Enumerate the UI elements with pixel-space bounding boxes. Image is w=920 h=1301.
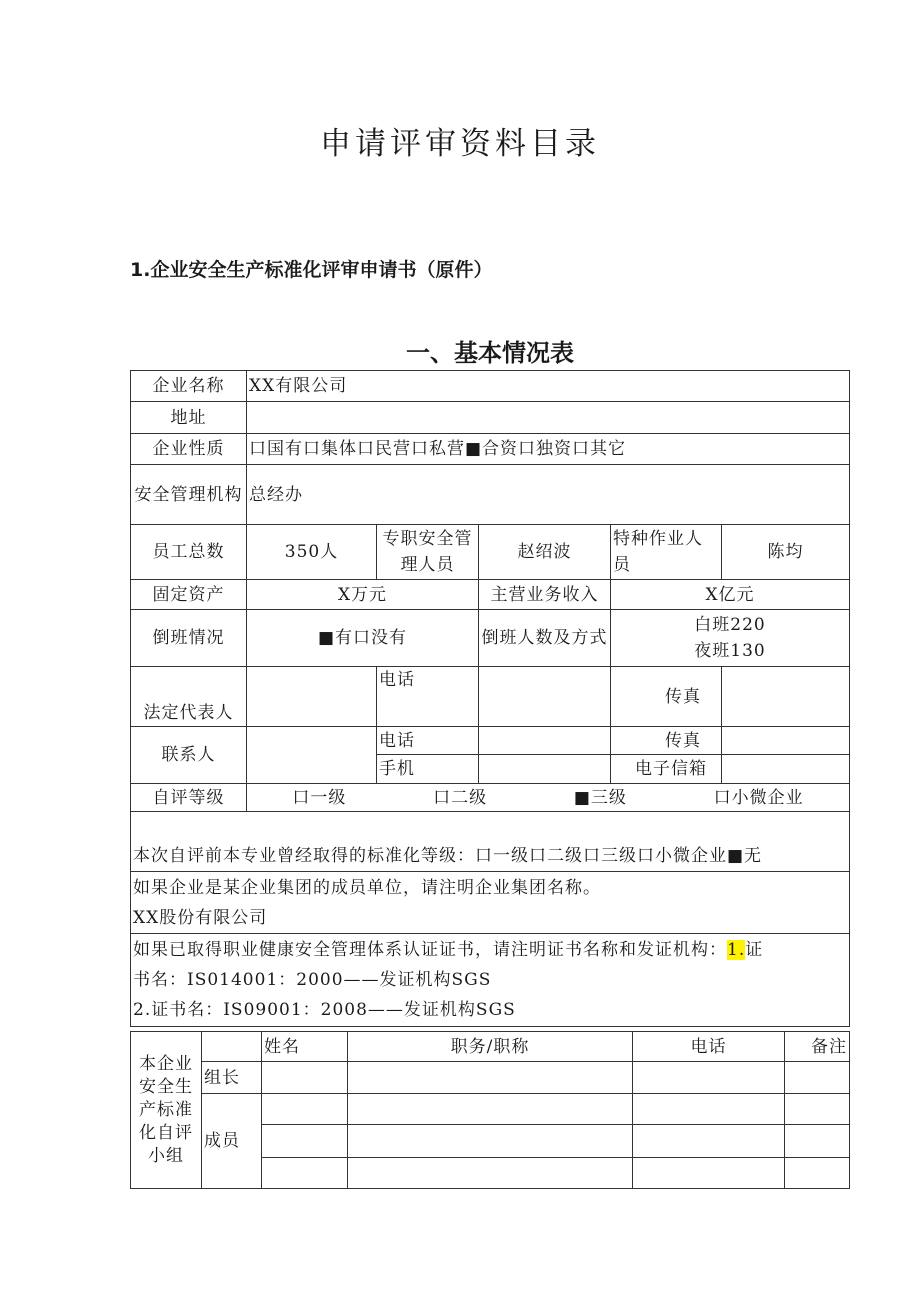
grade-option-1[interactable]: 口一级 bbox=[292, 787, 347, 808]
cert-question-label: 如果已取得职业健康安全管理体系认证证书，请注明证书名称和发证机构： bbox=[133, 940, 727, 960]
section-heading: 1.企业安全生产标准化评审申请书（原件） bbox=[130, 259, 493, 281]
nature-options[interactable]: 口国有口集体口民营口私营■合资口独资口其它 bbox=[247, 434, 850, 465]
grade-options[interactable] bbox=[247, 784, 850, 812]
safety-org-value[interactable]: 总经办 bbox=[247, 465, 850, 525]
grade-option-2[interactable]: 口二级 bbox=[433, 787, 488, 808]
employees-value[interactable]: 350人 bbox=[247, 525, 377, 580]
mobile-value[interactable] bbox=[479, 755, 611, 784]
row-company-name bbox=[131, 371, 850, 402]
shift-people-label: 倒班人数及方式 bbox=[479, 610, 611, 667]
member-title-cell[interactable] bbox=[348, 1125, 633, 1158]
legal-rep-value[interactable] bbox=[247, 667, 377, 727]
cert-cell bbox=[131, 934, 850, 1027]
member-phone-cell[interactable] bbox=[633, 1125, 785, 1158]
row-finance bbox=[131, 580, 850, 610]
member-note-cell[interactable] bbox=[785, 1158, 850, 1189]
row-cert bbox=[131, 934, 850, 1027]
col-name-header: 姓名 bbox=[262, 1032, 348, 1062]
row-group bbox=[131, 872, 850, 934]
leader-title-cell[interactable] bbox=[348, 1062, 633, 1094]
cert-highlight: 1. bbox=[727, 940, 746, 960]
col-title-header: 职务/职称 bbox=[348, 1032, 633, 1062]
page-title: 申请评审资料目录 bbox=[320, 126, 600, 162]
cert-question-text bbox=[133, 935, 847, 965]
member-title-cell[interactable] bbox=[348, 1158, 633, 1189]
row-legal-rep bbox=[131, 667, 850, 727]
company-name-label: 企业名称 bbox=[131, 371, 247, 402]
row-contact-1 bbox=[131, 727, 850, 755]
legal-rep-label: 法定代表人 bbox=[131, 667, 247, 727]
col-note-header: 备注 bbox=[785, 1032, 850, 1062]
special-worker-label: 特种作业人员 bbox=[611, 525, 722, 580]
safety-manager-label: 专职安全管理人员 bbox=[377, 525, 479, 580]
team-corner-cell bbox=[202, 1032, 262, 1062]
row-nature bbox=[131, 434, 850, 465]
member-phone-cell[interactable] bbox=[633, 1158, 785, 1189]
row-staff bbox=[131, 525, 850, 580]
fixed-assets-value[interactable]: X万元 bbox=[247, 580, 479, 610]
email-value[interactable] bbox=[722, 755, 850, 784]
contact-label: 联系人 bbox=[131, 727, 247, 784]
cert-2-value[interactable]: 2.证书名：IS09001：2008——发证机构SGS bbox=[133, 1000, 516, 1020]
cert-1-start: 证 bbox=[745, 940, 764, 960]
nature-label: 企业性质 bbox=[131, 434, 247, 465]
leader-name-cell[interactable] bbox=[262, 1062, 348, 1094]
night-shift-text: 夜班130 bbox=[694, 641, 766, 661]
grade-label: 自评等级 bbox=[131, 784, 247, 812]
address-label: 地址 bbox=[131, 402, 247, 434]
company-name-value[interactable]: XX有限公司 bbox=[247, 371, 850, 402]
prior-grade-text[interactable]: 本次自评前本专业曾经取得的标准化等级：口一级口二级口三级口小微企业■无 bbox=[131, 812, 850, 872]
member-label: 成员 bbox=[202, 1094, 262, 1189]
contact-fax-value[interactable] bbox=[722, 727, 850, 755]
contact-phone-label: 电话 bbox=[377, 727, 479, 755]
shift-people-value[interactable] bbox=[611, 610, 850, 667]
address-value[interactable] bbox=[247, 402, 850, 434]
row-grade bbox=[131, 784, 850, 812]
member-name-cell[interactable] bbox=[262, 1125, 348, 1158]
group-question-text: 如果企业是某企业集团的成员单位，请注明企业集团名称。 bbox=[133, 877, 601, 898]
member-title-cell[interactable] bbox=[348, 1094, 633, 1125]
safety-org-label: 安全管理机构 bbox=[131, 465, 247, 525]
fixed-assets-label: 固定资产 bbox=[131, 580, 247, 610]
employees-label: 员工总数 bbox=[131, 525, 247, 580]
day-shift-text: 白班220 bbox=[694, 615, 766, 635]
contact-fax-label: 传真 bbox=[611, 727, 722, 755]
legal-rep-phone-value[interactable] bbox=[479, 667, 611, 727]
member-phone-cell[interactable] bbox=[633, 1094, 785, 1125]
contact-phone-value[interactable] bbox=[479, 727, 611, 755]
table-title: 一、基本情况表 bbox=[406, 339, 574, 367]
group-cell bbox=[131, 872, 850, 934]
leader-phone-cell[interactable] bbox=[633, 1062, 785, 1094]
leader-label: 组长 bbox=[202, 1062, 262, 1094]
mobile-label: 手机 bbox=[377, 755, 479, 784]
basic-info-table bbox=[130, 370, 850, 1027]
legal-rep-fax-value[interactable] bbox=[722, 667, 850, 727]
team-header-row bbox=[131, 1032, 850, 1062]
team-side-label: 本企业安全生产标准化自评小组 bbox=[131, 1032, 202, 1189]
cert-1-value[interactable]: 书名：IS014001：2000——发证机构SGS bbox=[133, 970, 492, 990]
grade-option-4[interactable]: 口小微企业 bbox=[713, 787, 804, 808]
shift-options[interactable]: ■有口没有 bbox=[247, 610, 479, 667]
legal-rep-phone-label: 电话 bbox=[377, 667, 479, 727]
revenue-value[interactable]: X亿元 bbox=[611, 580, 850, 610]
row-shift bbox=[131, 610, 850, 667]
grade-option-3[interactable]: ■三级 bbox=[573, 787, 627, 808]
shift-label: 倒班情况 bbox=[131, 610, 247, 667]
row-address bbox=[131, 402, 850, 434]
team-leader-row bbox=[131, 1062, 850, 1094]
revenue-label: 主营业务收入 bbox=[479, 580, 611, 610]
member-name-cell[interactable] bbox=[262, 1158, 348, 1189]
contact-value[interactable] bbox=[247, 727, 377, 784]
legal-rep-fax-label: 传真 bbox=[611, 667, 722, 727]
leader-note-cell[interactable] bbox=[785, 1062, 850, 1094]
special-worker-value[interactable]: 陈均 bbox=[722, 525, 850, 580]
col-phone-header: 电话 bbox=[633, 1032, 785, 1062]
email-label: 电子信箱 bbox=[611, 755, 722, 784]
safety-manager-value[interactable]: 赵绍波 bbox=[479, 525, 611, 580]
self-eval-team-table bbox=[130, 1031, 850, 1189]
group-name-value[interactable]: XX股份有限公司 bbox=[133, 907, 268, 928]
member-note-cell[interactable] bbox=[785, 1094, 850, 1125]
row-prior-grade bbox=[131, 812, 850, 872]
team-member-row bbox=[131, 1094, 850, 1125]
row-safety-org bbox=[131, 465, 850, 525]
member-name-cell[interactable] bbox=[262, 1094, 348, 1125]
member-note-cell[interactable] bbox=[785, 1125, 850, 1158]
